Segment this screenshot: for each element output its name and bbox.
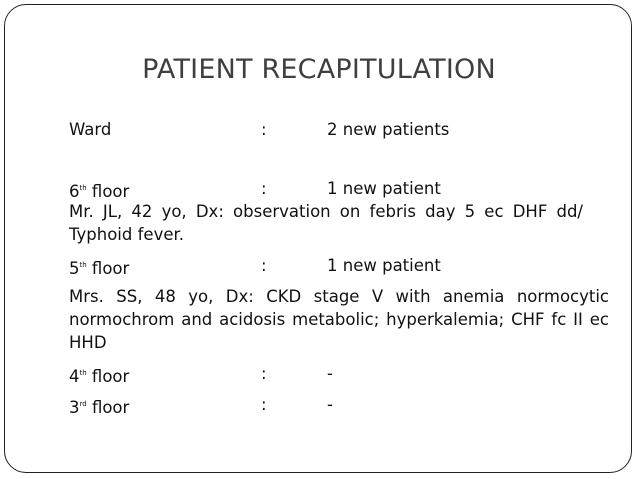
- floor4-number: 4: [69, 367, 80, 386]
- floor3-row: [69, 393, 609, 416]
- floor3-colon: :: [261, 395, 267, 414]
- floor6-suffix: th: [79, 184, 87, 192]
- floor6-patient-detail: Mr. JL, 42 yo, Dx: observation on febris day 5 ec DHF dd/ Typhoid fever.: [69, 202, 583, 244]
- floor5-patient-detail: Mrs. SS, 48 yo, Dx: CKD stage V with anemia normocytic normochrom and acidosis metabolic; hyperkalemia; CHF fc II ec HHD: [69, 287, 609, 352]
- floor6-label: [69, 177, 129, 203]
- floor4-value: -: [327, 364, 333, 383]
- floor3-suffix: rd: [79, 400, 87, 408]
- floor4-word: floor: [86, 367, 130, 386]
- floor6-colon: :: [261, 179, 267, 198]
- floor4-colon: :: [261, 364, 267, 383]
- floor5-number: 5: [69, 259, 80, 278]
- slide-content: [69, 118, 609, 416]
- floor6-value: 1 new patient: [327, 179, 441, 198]
- ward-colon: :: [261, 120, 267, 139]
- floor6-row: [69, 177, 609, 200]
- floor5-label: [69, 254, 129, 280]
- ward-row: [69, 118, 609, 141]
- floor3-word: floor: [86, 398, 130, 417]
- ward-label: Ward: [69, 120, 112, 139]
- floor4-row: [69, 362, 609, 385]
- floor5-row: [69, 254, 609, 277]
- floor5-colon: :: [261, 256, 267, 275]
- floor5-value: 1 new patient: [327, 256, 441, 275]
- floor4-label: [69, 362, 129, 388]
- floor4-suffix: th: [79, 369, 87, 377]
- floor3-label: [69, 393, 129, 419]
- slide-title: PATIENT RECAPITULATION: [142, 54, 496, 85]
- floor3-number: 3: [69, 398, 80, 417]
- floor6-number: 6: [69, 182, 80, 201]
- floor5-word: floor: [86, 259, 130, 278]
- floor3-value: -: [327, 395, 333, 414]
- ward-value: 2 new patients: [327, 120, 450, 139]
- floor6-word: floor: [86, 182, 130, 201]
- floor5-suffix: th: [79, 261, 87, 269]
